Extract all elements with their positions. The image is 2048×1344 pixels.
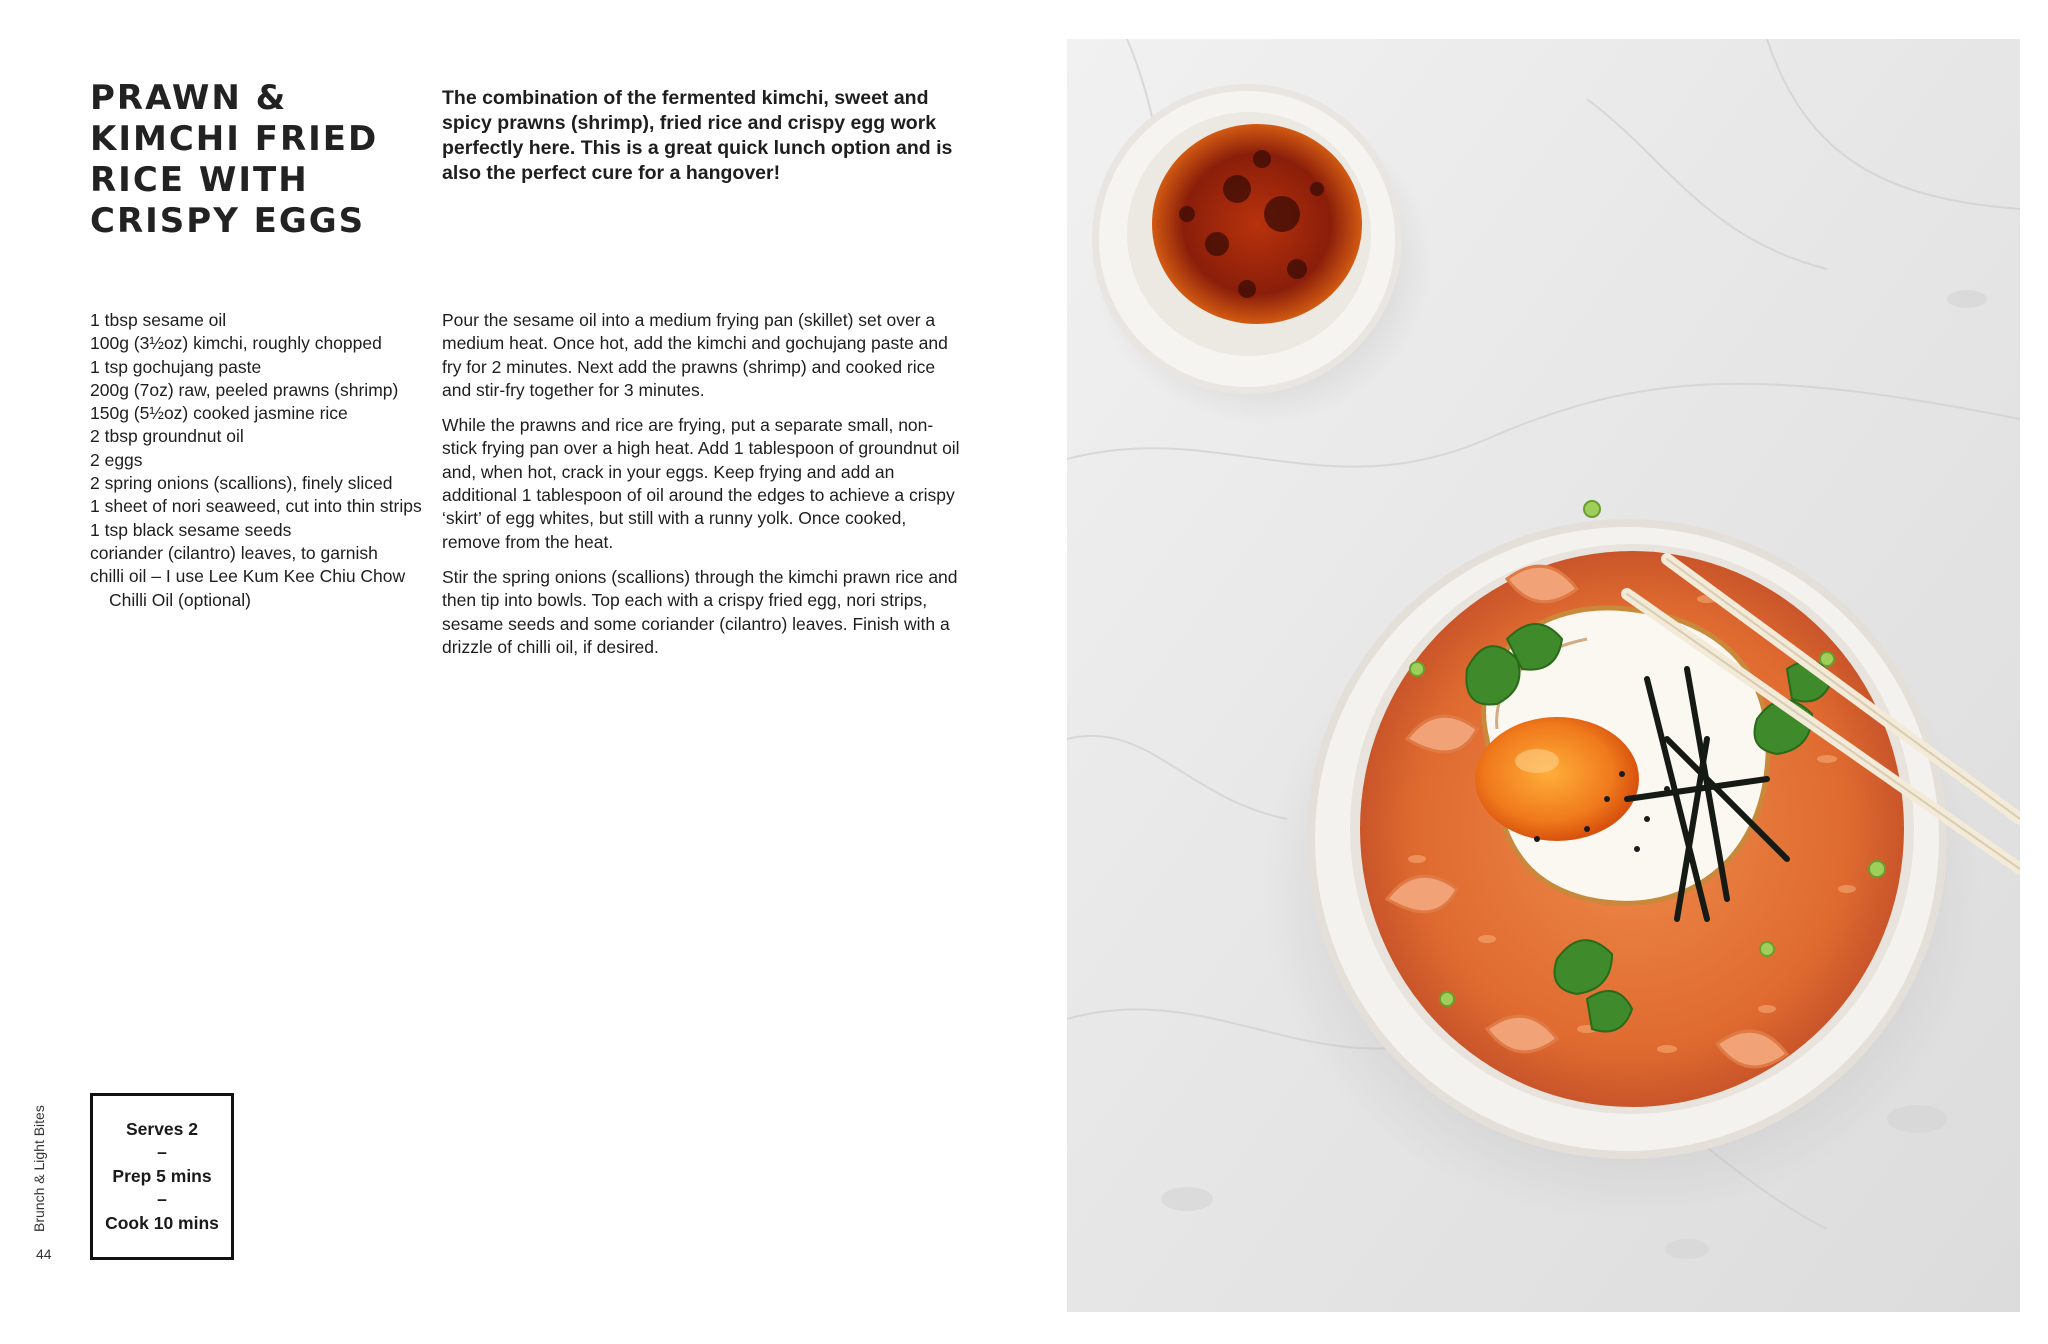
ingredient-item: 1 sheet of nori seaweed, cut into thin strips (90, 496, 422, 517)
title-line: CRISPY EGGS (90, 201, 366, 241)
method-step: Pour the sesame oil into a medium frying pan (skillet) set over a medium heat. Once hot, add the kimchi and gochujang paste and fry for 2 minutes. Next add the prawns (shrimp) and cooked rice and stir-fry together for 3 minutes. (442, 310, 948, 400)
ingredient-item: 2 eggs (90, 449, 143, 470)
ingredient-item: coriander (cilantro) leaves, to garnish (90, 542, 378, 563)
ingredient-item: chilli oil – I use Lee Kum Kee Chiu Chow Chilli Oil (optional) (90, 566, 406, 610)
info-separator: – (157, 1189, 167, 1210)
food-photo (1067, 39, 2020, 1312)
ingredient-item: 100g (3½oz) kimchi, roughly chopped (90, 333, 382, 354)
page-number: 44 (36, 1246, 52, 1262)
egg-yolk (1475, 717, 1639, 841)
ingredient-item: 150g (5½oz) cooked jasmine rice (90, 403, 348, 424)
section-label: Brunch & Light Bites (31, 1105, 47, 1232)
ingredient-item: 200g (7oz) raw, peeled prawns (shrimp) (90, 379, 399, 400)
title-line: KIMCHI FRIED (90, 119, 379, 159)
method-step: While the prawns and rice are frying, put a separate small, non-stick frying pan over a high heat. Add 1 tablespoon of groundnut oil and, when hot, crack in your eggs. Keep frying and add an additional 1 tablespoon of oil around the edges to achieve a crispy ‘skirt’ of egg whites, but still with a runny yolk. Once cooked, remove from the heat. (442, 415, 960, 552)
ingredients-list (90, 309, 430, 612)
recipe-info-box (90, 1093, 234, 1260)
ingredient-item: 2 tbsp groundnut oil (90, 426, 244, 447)
ingredient-item: 2 spring onions (scallions), finely sliced (90, 473, 393, 494)
ingredient-item: 1 tsp black sesame seeds (90, 519, 292, 540)
recipe-title (90, 78, 420, 242)
ingredient-item: 1 tsp gochujang paste (90, 356, 262, 377)
ingredient-item: 1 tbsp sesame oil (90, 310, 227, 330)
cook-time: Cook 10 mins (105, 1212, 219, 1233)
title-line: PRAWN & (90, 78, 288, 118)
info-separator: – (157, 1142, 167, 1163)
method-step: Stir the spring onions (scallions) through the kimchi prawn rice and then tip into bowls. Top each with a crispy fried egg, nori strips, sesame seeds and some coriander (cilantro) leaves. Finish with a drizzle of chilli oil, if desired. (442, 566, 958, 657)
prep-time: Prep 5 mins (112, 1165, 212, 1186)
recipe-intro: The combination of the fermented kimchi, sweet and spicy prawns (shrimp), fried rice and crispy egg work perfectly here. This is a great quick lunch option and is also the perfect cure for a hangover! (442, 87, 953, 184)
serves-label: Serves 2 (125, 1118, 198, 1139)
title-line: RICE WITH (90, 160, 309, 200)
method-section (442, 309, 967, 671)
food-photo-illustration (1067, 39, 2020, 1312)
